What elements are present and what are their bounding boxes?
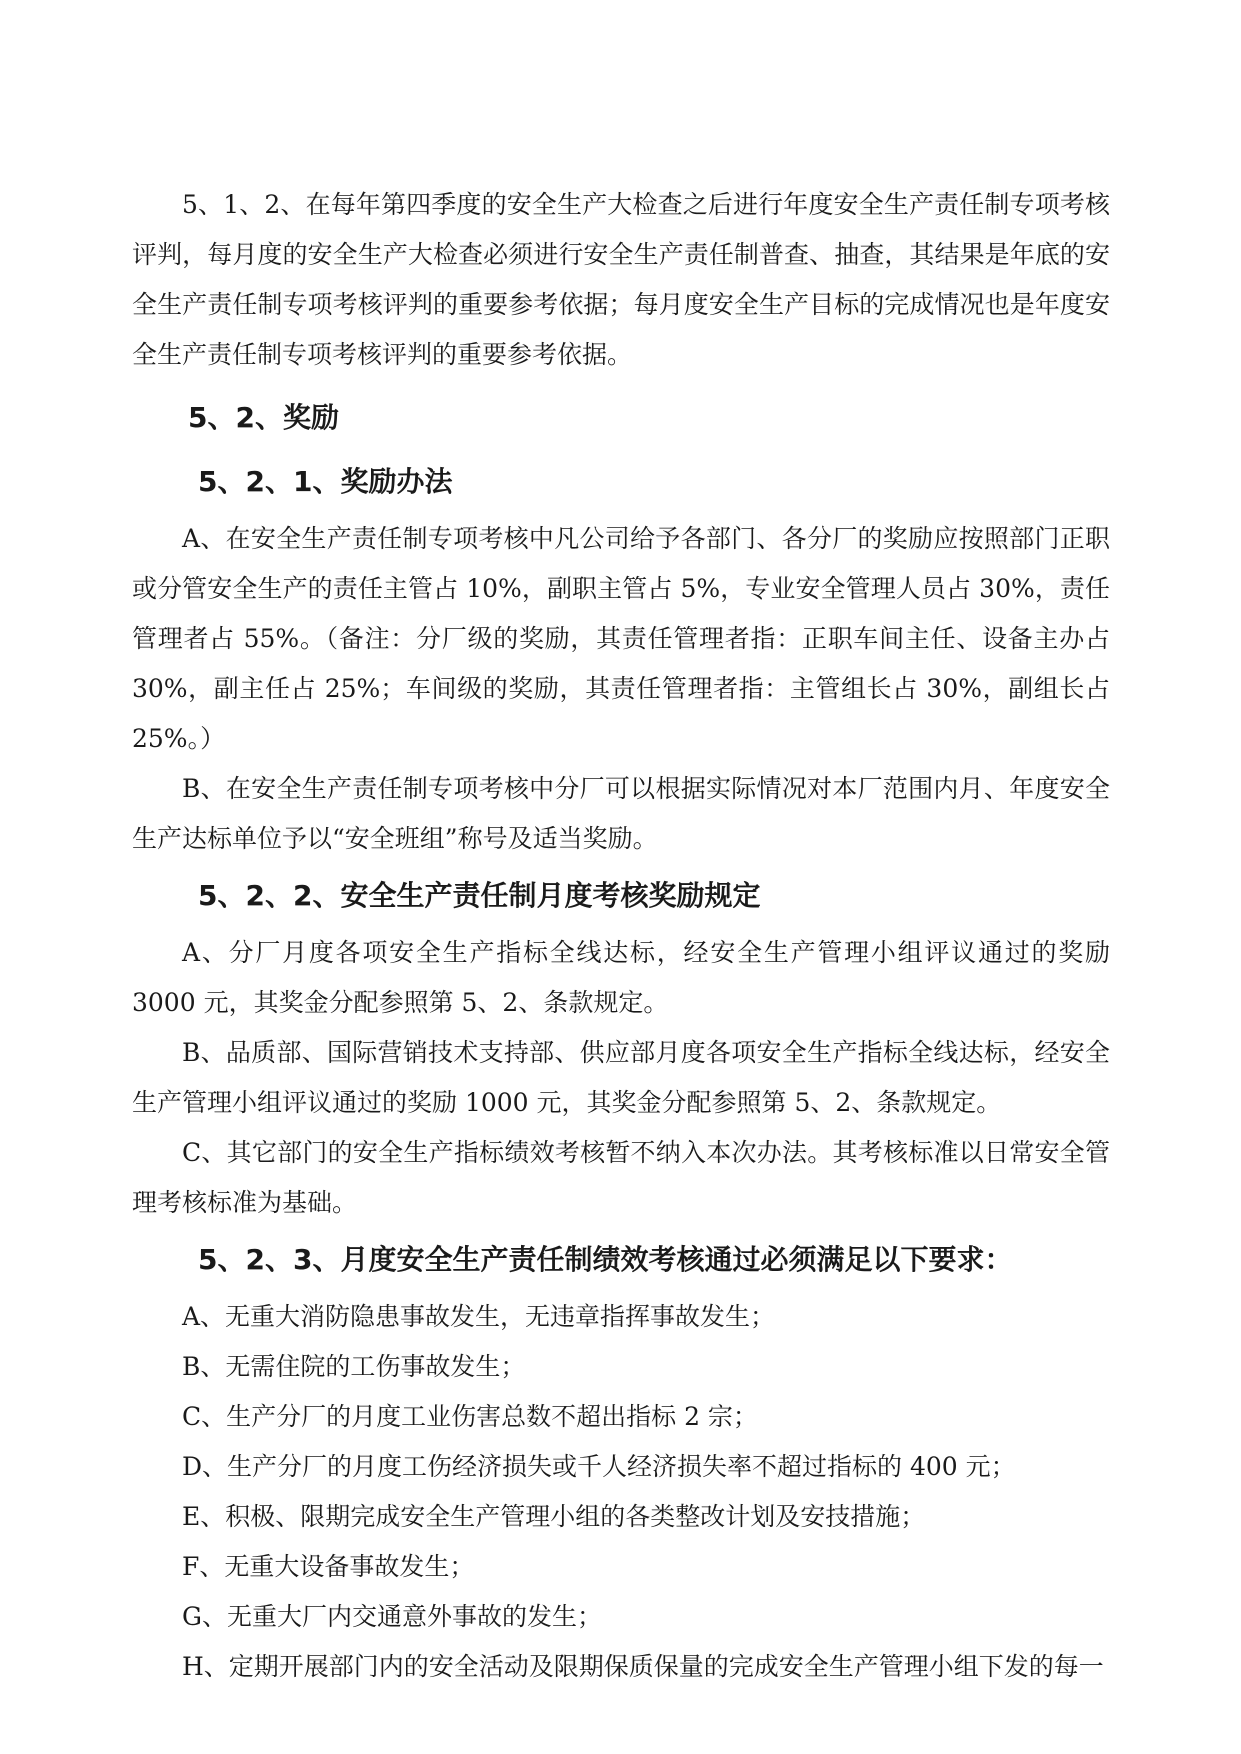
requirement-b: B、无需住院的工伤事故发生； — [182, 1352, 526, 1381]
heading-5-2-2: 5、2、2、安全生产责任制月度考核奖励规定 — [198, 879, 761, 912]
requirement-h: H、定期开展部门内的安全活动及限期保质保量的完成安全生产管理小组下发的每一 — [182, 1652, 1104, 1681]
requirement-g: G、无重大厂内交通意外事故的发生； — [182, 1602, 602, 1631]
heading-5-2: 5、2、奖励 — [188, 401, 339, 434]
paragraph-5-1-2: 5、1、2、在每年第四季度的安全生产大检查之后进行年度安全生产责任制专项考核评判，每月度的安全生产大检查必须进行安全生产责任制普查、抽查，其结果是年底的安全生产责任制专项考核评判的重要参考依据；每月度安全生产目标的完成情况也是年度安全生产责任制专项考核评判的重要参考依据。 — [132, 190, 1110, 369]
requirement-e: E、积极、限期完成安全生产管理小组的各类整改计划及安技措施； — [182, 1502, 926, 1531]
requirement-f: F、无重大设备事故发生； — [182, 1552, 475, 1581]
paragraph-5-2-2-a: A、分厂月度各项安全生产指标全线达标，经安全生产管理小组评议通过的奖励 3000 元，其奖金分配参照第 5、2、条款规定。 — [132, 938, 1110, 1017]
requirement-d: D、生产分厂的月度工伤经济损失或千人经济损失率不超过指标的 400 元； — [182, 1452, 1016, 1481]
heading-5-2-3: 5、2、3、月度安全生产责任制绩效考核通过必须满足以下要求： — [198, 1243, 1013, 1276]
requirement-a: A、无重大消防隐患事故发生，无违章指挥事故发生； — [182, 1302, 776, 1331]
heading-5-2-1: 5、2、1、奖励办法 — [198, 465, 453, 498]
paragraph-5-2-2-b: B、品质部、国际营销技术支持部、供应部月度各项安全生产指标全线达标，经安全生产管理小组评议通过的奖励 1000 元，其奖金分配参照第 5、2、条款规定。 — [132, 1038, 1110, 1117]
paragraph-5-2-1-a: A、在安全生产责任制专项考核中凡公司给予各部门、各分厂的奖励应按照部门正职或分管安全生产的责任主管占 10%，副职主管占 5%，专业安全管理人员占 30%，责任管理者占 55%。（备注：分厂级的奖励，其责任管理者指：正职车间主任、设备主办占 30%，副主任占 25%；车间级的奖励，其责任管理者指：主管组长占 30%，副组长占 25%。） — [132, 524, 1110, 753]
paragraph-5-2-2-c: C、其它部门的安全生产指标绩效考核暂不纳入本次办法。其考核标准以日常安全管理考核标准为基础。 — [132, 1138, 1110, 1217]
document-page — [132, 180, 1110, 1692]
requirement-c: C、生产分厂的月度工业伤害总数不超出指标 2 宗； — [182, 1402, 758, 1431]
paragraph-5-2-1-b: B、在安全生产责任制专项考核中分厂可以根据实际情况对本厂范围内月、年度安全生产达标单位予以“安全班组”称号及适当奖励。 — [132, 774, 1110, 853]
